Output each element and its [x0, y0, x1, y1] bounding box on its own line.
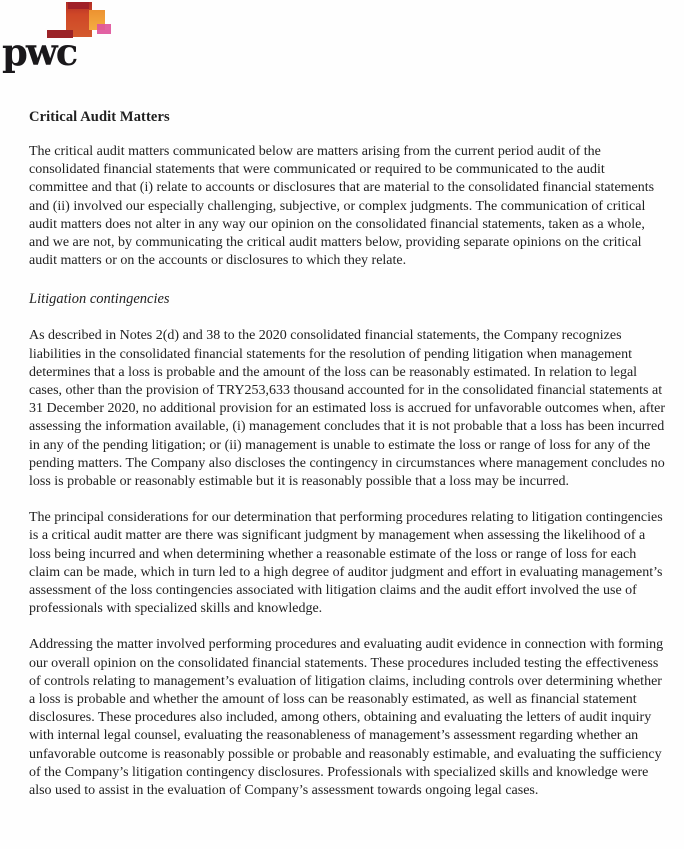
- intro-paragraph: The critical audit matters communicated below are matters arising from the current period audit of the consolidated financial statements that were communicated or required to be communicated to the audit committee and that (i) relate to accounts or disclosures that are material to the consolidated financial statements and (ii) involved our especially challenging, subjective, or complex judgments. The communication of critical audit matters does not alter in any way our opinion on the consolidated financial statements, taken as a whole, and we are not, by communicating the critical audit matters below, providing separate opinions on the critical audit matters or on the accounts or disclosures to which they relate.: [29, 144, 655, 269]
- addressing-matter-paragraph: Addressing the matter involved performing procedures and evaluating audit evidence in connection with forming our overall opinion on the consolidated financial statements. These procedures included testing the effectiveness of controls relating to management’s evaluation of litigation claims, including controls over determining whether a loss is probable and whether the amount of loss can be reasonably estimated, as well as financial statement disclosures. These procedures also included, among others, obtaining and evaluating the letters of audit inquiry with internal legal counsel, evaluating the reasonableness of management’s assessment regarding whether an unfavorable outcome is reasonably possible or probable and reasonably estimable, and evaluating the sufficiency of the Company’s litigation contingency disclosures. Professionals with specialized skills and knowledge were also used to assist in the evaluation of Company’s assessment towards ongoing legal cases.: [29, 637, 664, 799]
- principal-considerations-paragraph: The principal considerations for our determination that performing procedures relating to litigation contingencies is a critical audit matter are there was significant judgment by management when assessing the likelihood of a loss being incurred and when determining whether a reasonable estimate of the loss or range of loss for each claim can be made, which in turn led to a high degree of auditor judgment and effort in evaluating management’s assessment of the loss contingencies associated with litigation claims and the audit effort involved the use of professionals with specialized skills and knowledge.: [29, 510, 663, 617]
- matter-description-paragraph: As described in Notes 2(d) and 38 to the 2020 consolidated financial statements, the Company recognizes liabilities in the consolidated financial statements for the resolution of pending litigation when management determines that a loss is probable and the amount of the loss can be reasonably estimated. In relation to legal cases, other than the provision of TRY253,633 thousand accounted for in the consolidated financial statements at 31 December 2020, no additional provision for an estimated loss is accrued for unfavorable outcomes when, after assessing the information available, (i) management concludes that it is not probable that a loss has been incurred in any of the pending litigation; or (ii) management is unable to estimate the loss or range of loss for any of the pending matters. The Company also discloses the contingency in circumstances where management concludes no loss is probable or reasonably estimable but it is reasonably possible that a loss may be incurred.: [29, 328, 666, 490]
- logo-block-pink: [97, 24, 111, 34]
- logo-block-dark-cap: [68, 2, 89, 9]
- pwc-logo: [0, 0, 140, 84]
- pwc-wordmark: pwc: [2, 30, 77, 74]
- section-heading: Critical Audit Matters: [29, 109, 170, 125]
- litigation-contingencies-subheading: Litigation contingencies: [29, 291, 170, 308]
- document-content: [29, 108, 666, 818]
